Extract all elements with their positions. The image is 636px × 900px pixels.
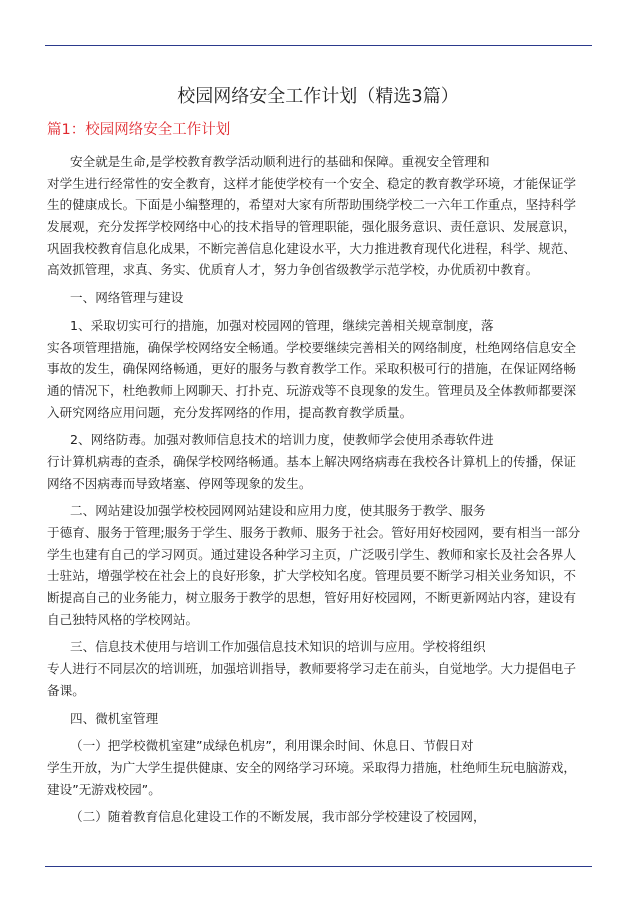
text-line: 1、采取切实可行的措施，加强对校园网的管理，继续完善相关规章制度，落 — [70, 317, 494, 333]
text-line: 专人进行不同层次的培训班，加强培训指导，教师要将学习走在前头，自觉地学。大力提倡电子 — [47, 661, 576, 677]
paragraph — [47, 500, 597, 630]
top-rule — [45, 45, 592, 46]
text-line: 发展观，充分发挥学校网络中心的技术指导的管理职能，强化服务意识、责任意识、发展意识， — [47, 219, 576, 235]
text-line: 网络不因病毒而导致堵塞、停网等现象的发生。 — [47, 475, 312, 491]
text-line: 四、微机室管理 — [70, 710, 159, 726]
text-line: 学生也建有自己的学习网页。通过建设各种学习主页，广泛吸引学生、教师和家长及社会各界人 — [47, 546, 576, 562]
text-line: 高效抓管理，求真、务实、优质育人才，努力争创省级教学示范学校，办优质初中教育。 — [47, 262, 539, 278]
document-title: 校园网络安全工作计划（精选3篇） — [177, 86, 459, 107]
paragraph — [47, 315, 597, 423]
text-line: 断提高自己的业务能力，树立服务于教学的思想，管好用好校园网，不断更新网站内容，建设有 — [47, 590, 576, 606]
bottom-rule — [45, 866, 592, 867]
paragraph — [47, 287, 597, 309]
text-line: 生的健康成长。下面是小编整理的，希望对大家有所帮助围绕学校二一六年工作重点，坚持科学 — [47, 197, 576, 213]
paragraph — [47, 636, 597, 701]
text-line: 对学生进行经常性的安全教育，这样才能使学校有一个安全、稳定的教育教学环境，才能保证学 — [47, 175, 576, 191]
paragraph — [47, 806, 597, 828]
text-line: 自己独特风格的学校网站。 — [47, 611, 199, 627]
text-line: 备课。 — [47, 682, 85, 698]
text-line: 2、网络防毒。加强对教师信息技术的培训力度，使教师学会使用杀毒软件进 — [70, 432, 494, 448]
paragraph — [47, 429, 597, 494]
paragraph — [47, 151, 597, 281]
text-line: 入研究网络应用问题，充分发挥网络的作用，提高教育教学质量。 — [47, 404, 413, 420]
text-line: 一、网络管理与建设 — [70, 290, 184, 306]
text-line: 士驻站，增强学校在社会上的良好形象，扩大学校知名度。管理员要不断学习相关业务知识，不 — [47, 568, 576, 584]
text-line: 建设”无游戏校园”。 — [47, 781, 161, 797]
text-line: 实各项管理措施，确保学校网络安全畅通。学校要继续完善相关的网络制度，杜绝网络信息安全 — [47, 339, 576, 355]
text-line: 行计算机病毒的查杀，确保学校网络畅通。基本上解决网络病毒在我校各计算机上的传播，保证 — [47, 453, 576, 469]
text-line: （一）把学校微机室建”成绿色机房”，利用课余时间、休息日、节假日对 — [70, 738, 474, 754]
text-line: 于德育、服务于管理;服务于学生、服务于教师、服务于社会。管好用好校园网，要有相当一部分 — [47, 525, 581, 540]
text-line: 安全就是生命,是学校教育教学活动顺利进行的基础和保障。重视安全管理和 — [70, 154, 490, 169]
document-body — [47, 151, 597, 828]
paragraph — [47, 708, 597, 730]
section-heading: 篇1：校园网络安全工作计划 — [47, 122, 231, 138]
text-line: 学生开放，为广大学生提供健康、安全的网络学习环境。采取得力措施，杜绝师生玩电脑游戏， — [47, 759, 576, 775]
text-line: （二）随着教育信息化建设工作的不断发展，我市部分学校建设了校园网， — [70, 809, 486, 825]
paragraph — [47, 735, 597, 800]
text-line: 事故的发生，确保网络畅通，更好的服务与教育教学工作。采取积极可行的措施，在保证网络畅 — [47, 361, 576, 377]
text-line: 通的情况下，杜绝教师上网聊天、打扑克、玩游戏等不良现象的发生。管理员及全体教师都要深 — [47, 382, 576, 398]
text-line: 二、网站建设加强学校校园网网站建设和应用力度，使其服务于教学、服务 — [70, 503, 486, 519]
text-line: 三、信息技术使用与培训工作加强信息技术知识的培训与应用。学校将组织 — [70, 639, 486, 655]
text-line: 巩固我校教育信息化成果，不断完善信息化建设水平，大力推进教育现代化进程，科学、规范、 — [47, 240, 576, 256]
